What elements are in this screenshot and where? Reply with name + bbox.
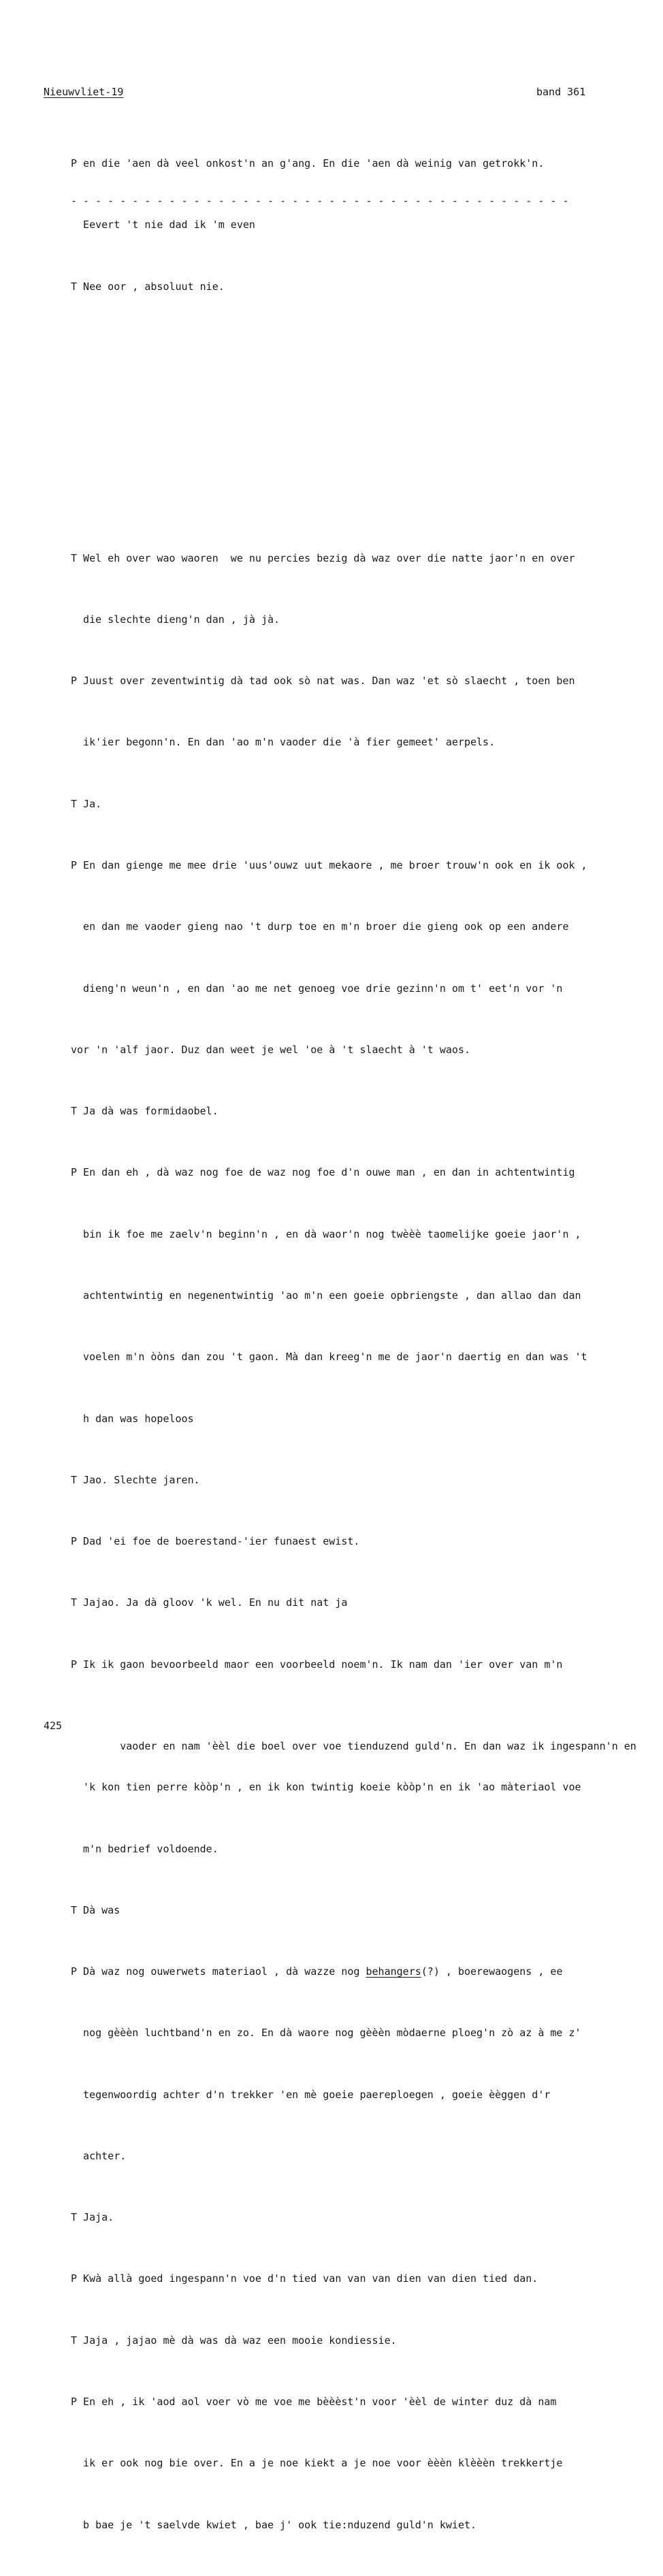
transcript-line: achtentwintig en negenentwintig 'ao m'n een goeie opbriengste , dan allao dan dan bbox=[71, 1289, 581, 1302]
transcript-line: en dan me vaoder gieng nao 't durp toe en m'n broer die gieng ook op een andere bbox=[71, 920, 569, 933]
transcript-line: T Jao. Slechte jaren. bbox=[71, 1473, 200, 1486]
transcript-line: die slechte dieng'n dan , jà jà. bbox=[71, 613, 280, 626]
transcript-line: achter. bbox=[71, 2149, 127, 2162]
transcript bbox=[44, 112, 663, 2576]
transcript-line: ik er ook nog bie over. En a je noe kiekt a je noe voor èèèn klèèèn trekkertje bbox=[71, 2457, 563, 2470]
transcript-line bbox=[71, 1961, 663, 1982]
transcript-text: P Dà waz nog ouwerwets materiaol , dà wazze nog bbox=[71, 1965, 366, 1978]
transcript-line: T Ja dà was formidaobel. bbox=[71, 1105, 219, 1118]
margin-line-number: 425 bbox=[44, 1719, 63, 1732]
transcript-line: vor 'n 'alf jaor. Duz dan weet je wel 'oe à 't slaecht à 't waos. bbox=[71, 1043, 470, 1056]
transcript-line: 'k kon tien perre kòòp'n , en ik kon twintig koeie kòòp'n en ik 'ao màteriaol voe bbox=[71, 1781, 581, 1794]
transcript-line: P Ik ik gaon bevoorbeeld maor een voorbeeld noem'n. Ik nam dan 'ier over van m'n bbox=[71, 1658, 563, 1671]
transcript-line: bin ik foe me zaelv'n beginn'n , en dà waor'n nog twèèè taomelijke goeie jaor'n , bbox=[71, 1227, 581, 1240]
transcript-line: P En eh , ik 'aod aol voer vò me voe me bèèèst'n voor 'èèl de winter duz dà nam bbox=[71, 2396, 557, 2409]
transcript-line: nog gèèèn luchtband'n en zo. En dà waore nog gèèèn mòdaerne ploeg'n zò az à me z' bbox=[71, 2027, 581, 2040]
band-number: band 361 bbox=[536, 86, 586, 98]
transcript-line: P en die 'aen dà veel onkost'n an g'ang. En die 'aen dà weinig van getrokk'n. bbox=[71, 157, 545, 170]
transcript-line: b bae je 't saelvde kwiet , bae j' ook tie:nduzend guld'n kwiet. bbox=[71, 2518, 477, 2531]
underlined-word: behangers bbox=[366, 1965, 421, 1978]
transcript-line: P Dad 'ei foe de boerestand-'ier funaest ewist. bbox=[71, 1535, 360, 1548]
transcript-line: Eevert 't nie dad ik 'm even bbox=[71, 219, 255, 231]
transcript-line: T Nee oor , absoluut nie. bbox=[71, 280, 225, 293]
transcript-text: (?) , boerewaogens , ee bbox=[421, 1965, 563, 1978]
transcript-line: h dan was hopeloos bbox=[71, 1412, 194, 1425]
transcript-line: m'n bedrief voldoende. bbox=[71, 1842, 219, 1855]
transcript-line: P Kwà allà goed ingespann'n voe d'n tied van van van dien van dien tied dan. bbox=[71, 2272, 538, 2285]
transcript-line bbox=[44, 1716, 663, 1753]
transcript-line: P Juust over zeventwintig dà tad ook sò nat was. Dan waz 'et sò slaecht , toen ben bbox=[71, 675, 575, 688]
transcript-line: T Dà was bbox=[71, 1903, 120, 1916]
transcript-line: T Jaja , jajao mè dà was dà waz een mooie kondiessie. bbox=[71, 2334, 397, 2347]
section-separator: - - - - - - - - - - - - - - - - - - - - - - - - - - - - - - - - - - - - - - - - - bbox=[71, 195, 569, 207]
transcript-line: T Jaja. bbox=[71, 2211, 114, 2224]
transcript-line: P En dan eh , dà waz nog foe de waz nog foe d'n ouwe man , en dan in achtentwintig bbox=[71, 1166, 575, 1179]
transcript-line: voelen m'n òòns dan zou 't gaon. Mà dan kreeg'n me de jaor'n daertig en dan was 't bbox=[71, 1351, 587, 1364]
document-id: Nieuwvliet-19 bbox=[44, 86, 124, 98]
transcript-line: P En dan gienge me mee drie 'uus'ouwz uut mekaore , me broer trouw'n ook en ik ook , bbox=[71, 859, 587, 871]
transcript-line: T Wel eh over wao waoren we nu percies bezig dà waz over die natte jaor'n en over bbox=[71, 551, 575, 564]
transcript-line: T Ja. bbox=[71, 797, 102, 810]
transcript-line: T Jajao. Ja dà gloov 'k wel. En nu dit nat ja bbox=[71, 1596, 348, 1609]
transcript-line: dieng'n weun'n , en dan 'ao me net genoeg voe drie gezinn'n om t' eet'n vor 'n bbox=[71, 982, 563, 995]
transcript-text: vaoder en nam 'èèl die boel over voe tienduzend guld'n. En dan waz ik ingespann'n en bbox=[108, 1740, 636, 1753]
transcript-line: ik'ier begonn'n. En dan 'ao m'n vaoder die 'à fier gemeet' aerpels. bbox=[71, 736, 496, 749]
transcript-line: tegenwoordig achter d'n trekker 'en mè goeie paereploegen , goeie èèggen d'r bbox=[71, 2088, 551, 2101]
